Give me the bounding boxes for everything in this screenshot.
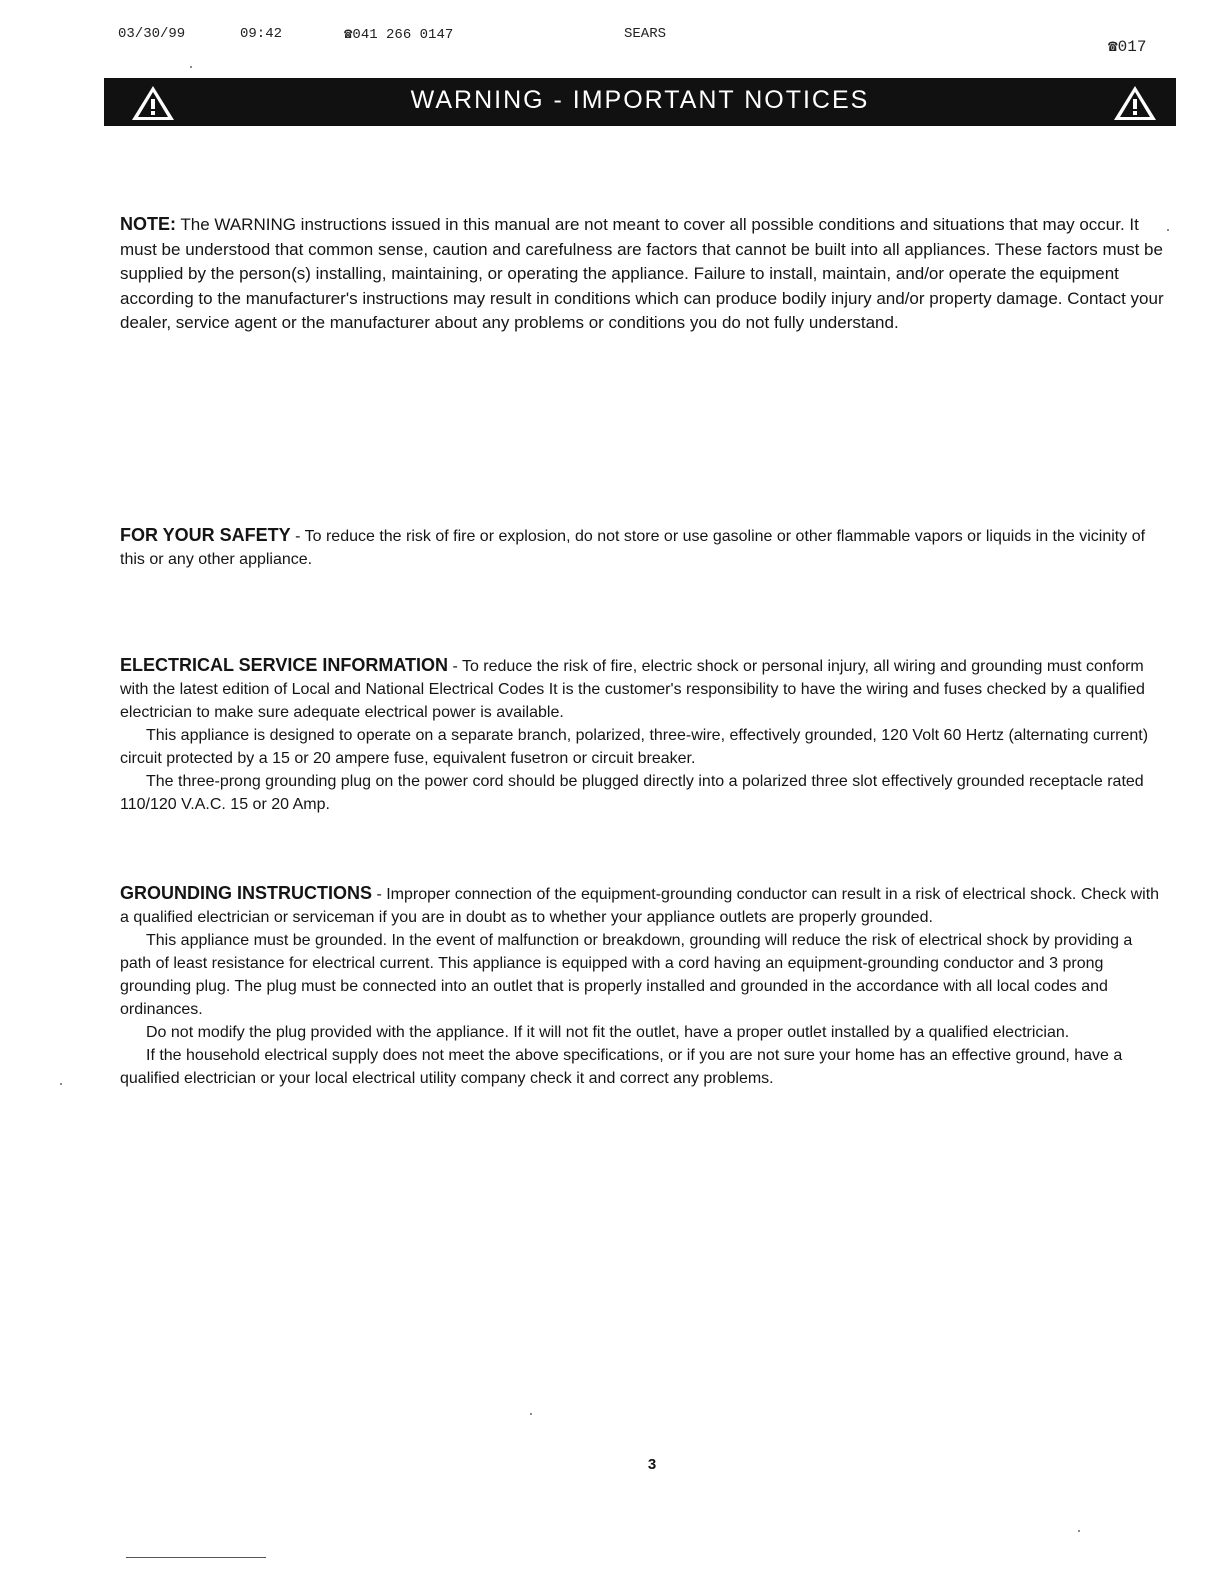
electrical-text: - To reduce the risk of fire, electric shock or personal injury, all wiring and grounding must conform with the latest edition of Local and National Electrical Codes It is the customer's responsibility to have the wiring and fuses checked by a qualified electrician to make sure adequate electrical power is available. bbox=[120, 658, 1145, 721]
note-text: The WARNING instructions issued in this manual are not meant to cover all possible conditions and situations that may occur. It must be understood that common sense, caution and carefulness are factors that cannot be built into all appliances. These factors must be supplied by the person(s) installing, maintaining, or operating the appliance. Failure to install, maintain, and/or operate the equipment according to the manufacturer's instructions may result in conditions which can produce bodily injury and/or property damage. Contact your dealer, service agent or the manufacturer about any problems or conditions you do not fully understand. bbox=[120, 215, 1164, 333]
fax-page-count: ☎017 bbox=[1108, 38, 1147, 56]
grounding-paragraph-3: Do not modify the plug provided with the appliance. If it will not fit the outlet, have a proper outlet installed by a qualified electrician. bbox=[146, 1024, 1070, 1041]
electrical-section bbox=[120, 654, 1165, 816]
electrical-lead: ELECTRICAL SERVICE INFORMATION bbox=[120, 655, 449, 675]
warning-triangle-icon bbox=[1112, 84, 1158, 122]
grounding-lead: GROUNDING INSTRUCTIONS bbox=[120, 883, 372, 903]
scan-speck bbox=[190, 66, 192, 68]
scan-speck bbox=[1167, 229, 1169, 231]
banner-title: WARNING - IMPORTANT NOTICES bbox=[410, 86, 870, 114]
grounding-section bbox=[120, 882, 1165, 1090]
electrical-paragraph-2: This appliance is designed to operate on a separate branch, polarized, three-wire, effectively grounded, 120 Volt 60 Hertz (alternating current) circuit protected by a 15 or 20 ampere fuse, equivalent fusetron or circuit breaker. bbox=[120, 727, 1149, 767]
electrical-paragraph-1 bbox=[120, 654, 1165, 724]
fax-phone: ☎041 266 0147 bbox=[344, 27, 454, 43]
scan-speck bbox=[530, 1413, 532, 1415]
fax-header bbox=[118, 26, 1164, 56]
safety-lead: FOR YOUR SAFETY bbox=[120, 525, 291, 545]
safety-text: - To reduce the risk of fire or explosion, do not store or use gasoline or other flammable vapors or liquids in the vicinity of this or any other appliance. bbox=[120, 528, 1146, 568]
page-number: 3 bbox=[647, 1456, 657, 1473]
scan-speck bbox=[60, 1083, 62, 1085]
electrical-paragraph-3: The three-prong grounding plug on the power cord should be plugged directly into a polarized three slot effectively grounded receptacle rated 110/120 V.A.C. 15 or 20 Amp. bbox=[120, 773, 1144, 813]
fax-time: 09:42 bbox=[240, 26, 283, 42]
footer-rule bbox=[126, 1557, 266, 1558]
grounding-paragraph-1 bbox=[120, 882, 1165, 929]
scan-speck bbox=[1078, 1530, 1080, 1532]
warning-banner bbox=[104, 78, 1176, 126]
grounding-paragraph-2: This appliance must be grounded. In the event of malfunction or breakdown, grounding will reduce the risk of electrical shock by providing a path of least resistance for electrical current. This appliance is equipped with a cord having an equipment-grounding conductor and 3 prong grounding plug. The plug must be connected into an outlet that is properly installed and grounded in the accordance with all local codes and ordinances. bbox=[120, 932, 1133, 1018]
note-paragraph bbox=[120, 212, 1165, 336]
note-section bbox=[120, 212, 1165, 336]
fax-sender: SEARS bbox=[624, 26, 667, 42]
grounding-paragraph-4: If the household electrical supply does not meet the above specifications, or if you are not sure your home has an effective ground, have a qualified electrician or your local electrical utility company check it and correct any problems. bbox=[120, 1047, 1123, 1087]
safety-paragraph bbox=[120, 524, 1165, 571]
note-lead: NOTE: bbox=[120, 214, 176, 234]
grounding-text: - Improper connection of the equipment-grounding conductor can result in a risk of electrical shock. Check with a qualified electrician or serviceman if you are in doubt as to whether your appliance outlets are properly grounded. bbox=[120, 886, 1160, 926]
safety-section bbox=[120, 524, 1165, 571]
fax-date: 03/30/99 bbox=[118, 26, 186, 42]
